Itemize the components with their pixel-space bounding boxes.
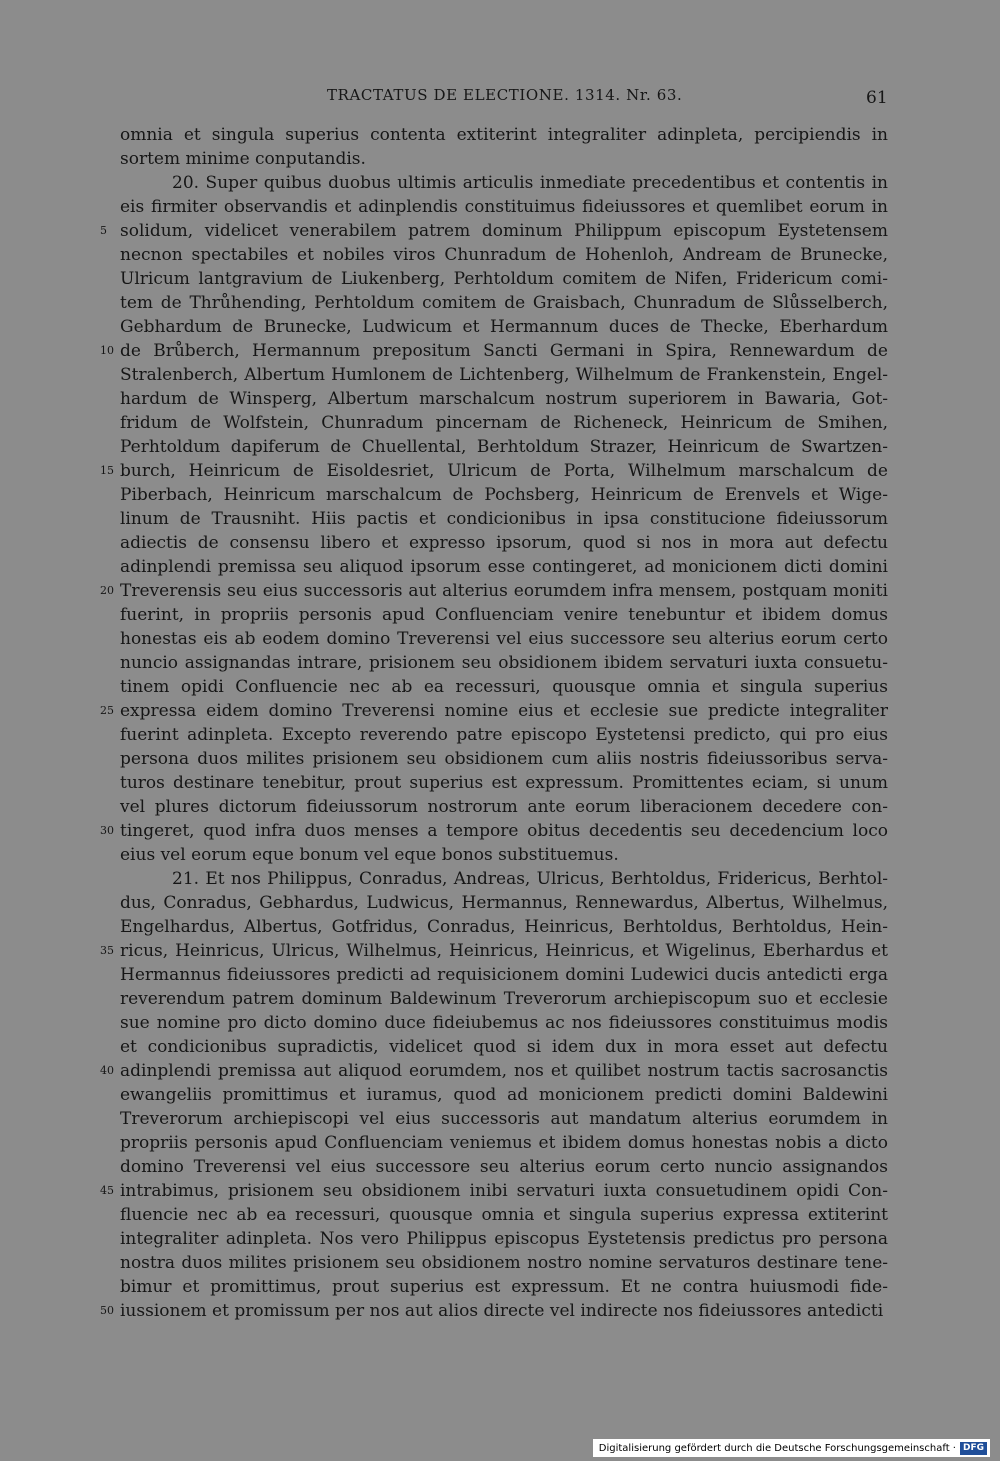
text-line: Hermannus fideiussores predicti ad requisicionem domini Ludewici ducis antedicti erga [120,965,888,985]
text-line: adinplendi premissa aut aliquod eorumdem, nos et quilibet nostrum tactis sacrosanctis [120,1061,888,1081]
text-line: reverendum patrem dominum Baldewinum Treverorum archiepiscopum suo et ecclesie [120,989,888,1009]
line-number: 45 [100,1184,114,1197]
text-line: tingeret, quod infra duos menses a tempore obitus decedentis seu decedencium loco [120,821,888,841]
page-header [0,86,1000,108]
text-line: vel plures dictorum fideiussorum nostrorum ante eorum liberacionem decedere con- [120,797,888,817]
line-number: 40 [100,1064,114,1077]
line-number: 10 [100,344,114,357]
text-line: bimur et promittimus, prout superius est expressum. Et ne contra huiusmodi fide- [120,1277,888,1297]
text-line: persona duos milites prisionem seu obsidionem cum aliis nostris fideiussoribus serva- [120,749,888,769]
text-line: iussionem et promissum per nos aut alios directe vel indirecte nos fideiussores antedicti [120,1301,884,1321]
text-line: dus, Conradus, Gebhardus, Ludwicus, Hermannus, Rennewardus, Albertus, Wilhelmus, [120,893,888,913]
text-line: 21. Et nos Philippus, Conradus, Andreas, Ulricus, Berhtoldus, Fridericus, Berhtol- [172,869,888,889]
text-line: sue nomine pro dicto domino duce fideiubemus ac nos fideiussores constituimus modis [120,1013,888,1033]
line-number: 20 [100,584,114,597]
text-line: linum de Trausniht. Hiis pactis et condicionibus in ipsa constitucione fideiussorum [120,509,888,529]
text-line: Perhtoldum dapiferum de Chuellental, Berhtoldum Strazer, Heinricum de Swartzen- [120,437,888,457]
text-line: honestas eis ab eodem domino Treverensi vel eius successore seu alterius eorum certo [120,629,888,649]
text-line: de Brůberch, Hermannum prepositum Sancti Germani in Spira, Rennewardum de [120,341,888,361]
text-line: fuerint adinpleta. Excepto reverendo patre episcopo Eystetensi predicto, qui pro eius [120,725,888,745]
line-number: 35 [100,944,114,957]
page-number: 61 [866,88,888,108]
footer-credit [593,1439,990,1457]
text-line: eius vel eorum eque bonum vel eque bonos substituemus. [120,845,619,865]
line-number: 30 [100,824,114,837]
line-number: 50 [100,1304,114,1317]
text-line: adiectis de consensu libero et expresso ipsorum, quod si nos in mora aut defectu [120,533,888,553]
text-line: hardum de Winsperg, Albertum marschalcum nostrum superiorem in Bawaria, Got- [120,389,888,409]
text-line: eis firmiter observandis et adinplendis constituimus fideiussores et quemlibet eorum in [120,197,888,217]
text-line: Engelhardus, Albertus, Gotfridus, Conradus, Heinricus, Berhtoldus, Berhtoldus, Hein- [120,917,888,937]
text-line: nuncio assignandas intrare, prisionem seu obsidionem ibidem servaturi iuxta consuetu- [120,653,888,673]
text-line: expressa eidem domino Treverensi nomine eius et ecclesie sue predicte integraliter [120,701,888,721]
text-line: Ulricum lantgravium de Liukenberg, Perhtoldum comitem de Nifen, Fridericum comi- [120,269,888,289]
text-line: fridum de Wolfstein, Chunradum pincernam de Richeneck, Heinricum de Smihen, [120,413,888,433]
text-line: burch, Heinricum de Eisoldesriet, Ulricum de Porta, Wilhelmum marschalcum de [120,461,888,481]
text-line: Stralenberch, Albertum Humlonem de Lichtenberg, Wilhelmum de Frankenstein, Engel- [120,365,888,385]
text-line: domino Treverensi vel eius successore seu alterius eorum certo nuncio assignandos [120,1157,888,1177]
text-line: Piberbach, Heinricum marschalcum de Pochsberg, Heinricum de Erenvels et Wige- [120,485,888,505]
text-line: ewangeliis promittimus et iuramus, quod ad monicionem predicti domini Baldewini [120,1085,888,1105]
text-line: ricus, Heinricus, Ulricus, Wilhelmus, Heinricus, Heinricus, et Wigelinus, Eberhardus et [120,941,888,961]
text-line: fluencie nec ab ea recessuri, quousque omnia et singula superius expressa extiterint [120,1205,888,1225]
text-line: fuerint, in propriis personis apud Confluenciam venire tenebuntur et ibidem domus [120,605,888,625]
text-line: tinem opidi Confluencie nec ab ea recessuri, quousque omnia et singula superius [120,677,888,697]
text-line: et condicionibus supradictis, videlicet quod si idem dux in mora esset aut defectu [120,1037,888,1057]
text-line: sortem minime conputandis. [120,149,366,169]
line-number: 15 [100,464,114,477]
text-line: necnon spectabiles et nobiles viros Chunradum de Hohenloh, Andream de Brunecke, [120,245,888,265]
text-line: omnia et singula superius contenta extiterint integraliter adinpleta, percipiendis in [120,125,888,145]
text-line: nostra duos milites prisionem seu obsidionem nostro nomine servaturos destinare tene- [120,1253,888,1273]
text-line: propriis personis apud Confluenciam veniemus et ibidem domus honestas nobis a dicto [120,1133,888,1153]
text-line: Gebhardum de Brunecke, Ludwicum et Hermannum duces de Thecke, Eberhardum [120,317,888,337]
funding-note: Digitalisierung gefördert durch die Deutsche Forschungsgemeinschaft · [598,1442,956,1454]
text-line: adinplendi premissa seu aliquod ipsorum esse contingeret, ad monicionem dicti domini [120,557,888,577]
text-line: tem de Thrůhending, Perhtoldum comitem de Graisbach, Chunradum de Slůsselberch, [120,293,888,313]
text-line: intrabimus, prisionem seu obsidionem inibi servaturi iuxta consuetudinem opidi Con- [120,1181,888,1201]
text-line: turos destinare tenebitur, prout superius est expressum. Promittentes eciam, si unum [120,773,888,793]
dfg-logo-icon: DFG [960,1442,987,1455]
line-number: 5 [100,224,107,237]
text-line: Treverorum archiepiscopi vel eius successoris aut mandatum alterius eorumdem in [120,1109,888,1129]
text-line: integraliter adinpleta. Nos vero Philippus episcopus Eystetensis predictus pro persona [120,1229,888,1249]
running-title: TRACTATUS DE ELECTIONE. 1314. Nr. 63. [327,86,683,104]
text-line: solidum, videlicet venerabilem patrem dominum Philippum episcopum Eystetensem [120,221,888,241]
line-number: 25 [100,704,114,717]
text-line: Treverensis seu eius successoris aut alterius eorumdem infra mensem, postquam moniti [120,581,888,601]
text-line: 20. Super quibus duobus ultimis articulis inmediate precedentibus et contentis in [172,173,888,193]
